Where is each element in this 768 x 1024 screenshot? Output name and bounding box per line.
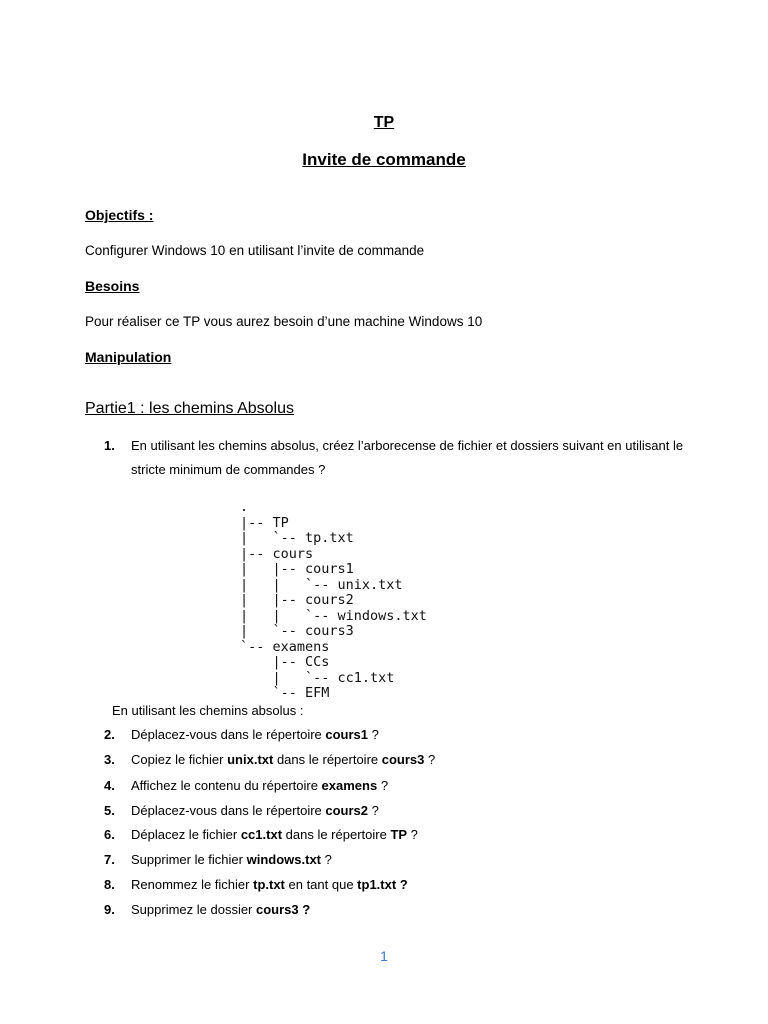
question-item xyxy=(131,803,379,818)
question-number: 2. xyxy=(104,727,115,742)
directory-tree: . |-- TP | `-- tp.txt |-- cours | |-- cours1 | | `-- unix.txt | |-- cours2 | | `-- windows.txt | `-- cours3 `-- examens |-- CCs | `-- cc1.txt `-- EFM xyxy=(240,499,427,701)
question-text: Copiez le fichier xyxy=(131,752,228,767)
question-text: ? xyxy=(368,803,379,818)
question-text: ? xyxy=(368,727,379,742)
question-text: dans le répertoire xyxy=(273,752,382,767)
question-item xyxy=(131,778,388,793)
question-keyword: tp1.txt ? xyxy=(357,877,408,892)
question-text: Supprimer le fichier xyxy=(131,852,247,867)
question-text: ? xyxy=(407,827,418,842)
question-keyword: cours1 xyxy=(325,727,369,742)
manipulation-heading: Manipulation xyxy=(85,349,172,365)
question-keyword: cours3 xyxy=(381,752,425,767)
question-item xyxy=(131,852,332,867)
question-text: ? xyxy=(321,852,332,867)
question-text: Supprimez le dossier xyxy=(131,902,256,917)
doc-title: TP xyxy=(373,114,395,131)
question-text: dans le répertoire xyxy=(282,827,391,842)
question-text: en tant que xyxy=(284,877,358,892)
question-item xyxy=(131,752,435,767)
question-text: Renommez le fichier xyxy=(131,877,254,892)
doc-subtitle: Invite de commande xyxy=(302,150,466,169)
question-item xyxy=(131,727,379,742)
question-item xyxy=(131,827,418,842)
question-number: 9. xyxy=(104,902,115,917)
question-text: Déplacez le fichier xyxy=(131,827,241,842)
question-keyword: cours3 ? xyxy=(256,902,311,917)
objectifs-text: Configurer Windows 10 en utilisant l’invite de commande xyxy=(85,243,425,258)
question-number: 7. xyxy=(104,852,115,867)
intro-text: En utilisant les chemins absolus : xyxy=(112,703,304,718)
question-text: ? xyxy=(377,778,389,793)
question-1-line2: stricte minimum de commandes ? xyxy=(131,462,326,477)
question-keyword: cc1.txt xyxy=(240,827,283,842)
question-item xyxy=(131,877,408,892)
question-1-line1: En utilisant les chemins absolus, créez l’arborecense de fichier et dossiers suivant en utilisant le xyxy=(131,438,684,453)
question-text: Affichez le contenu du répertoire xyxy=(131,778,322,793)
question-keyword: examens xyxy=(321,778,378,793)
question-keyword: cours2 xyxy=(325,803,369,818)
page-number: 1 xyxy=(380,948,388,964)
question-number: 8. xyxy=(104,877,115,892)
question-keyword: windows.txt xyxy=(246,852,321,867)
partie1-heading: Partie1 : les chemins Absolus xyxy=(85,400,294,417)
question-keyword: TP xyxy=(390,827,408,842)
question-number: 5. xyxy=(104,803,115,818)
besoins-text: Pour réaliser ce TP vous aurez besoin d’une machine Windows 10 xyxy=(85,314,483,329)
question-text: ? xyxy=(424,752,436,767)
question-number: 3. xyxy=(104,752,115,767)
question-number: 4. xyxy=(104,778,115,793)
objectifs-heading: Objectifs : xyxy=(85,207,154,223)
question-keyword: unix.txt xyxy=(227,752,274,767)
question-keyword: tp.txt xyxy=(253,877,285,892)
question-number: 1. xyxy=(104,438,115,453)
question-item xyxy=(131,902,310,917)
question-number: 6. xyxy=(104,827,115,842)
besoins-heading: Besoins xyxy=(85,278,140,294)
question-text: Déplacez-vous dans le répertoire xyxy=(131,803,326,818)
question-text: Déplacez-vous dans le répertoire xyxy=(131,727,326,742)
